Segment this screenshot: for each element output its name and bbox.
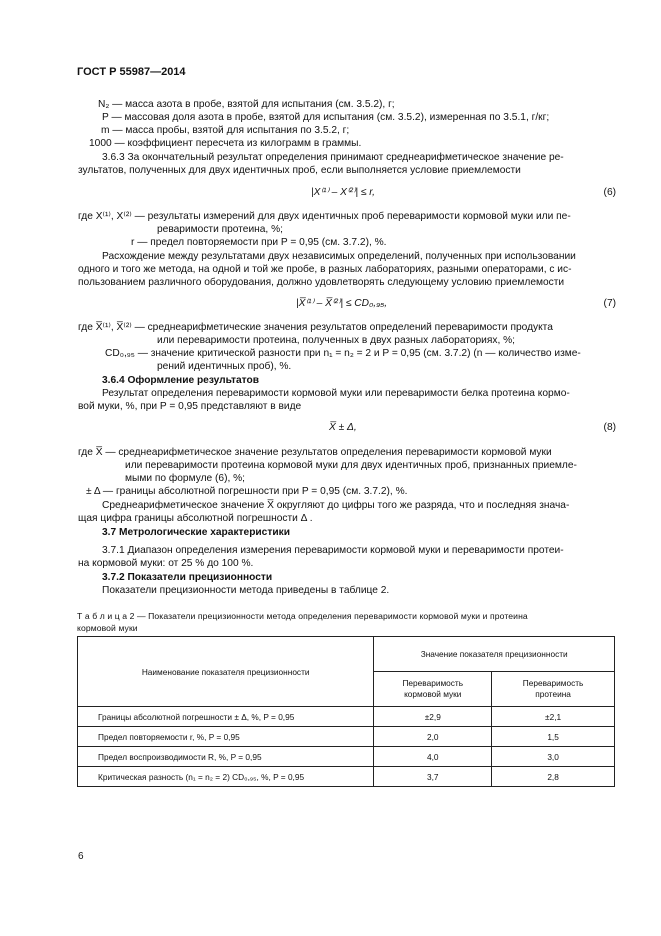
table-cell: 2,0 xyxy=(374,727,492,747)
text-line: пользованием различного оборудования, должно удовлетворять следующему условию приемлемости xyxy=(78,277,565,288)
text-line: P — массовая доля азота в пробе, взятой для испытания (см. 3.5.2), измеренная по 3.5.1, г/кг; xyxy=(102,112,550,123)
text-line: одного и того же метода, на одной и той же пробе, в разных лабораториях, разными операторами, с ис- xyxy=(78,264,572,275)
text-line: Среднеарифметическое значение X̅ округляют до цифры того же разряда, что и последняя знача- xyxy=(102,500,570,511)
text-line: где X⁽¹⁾, X⁽²⁾ — результаты измерений для двух идентичных проб переваримости кормовой муки или пе- xyxy=(78,211,571,222)
table-cell: Критическая разность (n₁ = n₂ = 2) CD₀,₉₅, %, P = 0,95 xyxy=(78,767,374,787)
text-line: m — масса пробы, взятой для испытания по 3.5.2, г; xyxy=(101,125,350,136)
section-heading: 3.7 Метрологические характеристики xyxy=(102,527,290,538)
text-line: 3.6.3 За окончательный результат определения принимают среднеарифметическое значение ре- xyxy=(102,152,564,163)
text-line: Показатели прецизионности метода приведены в таблице 2. xyxy=(102,585,390,596)
text-line: реваримости протеина, %; xyxy=(157,224,283,235)
table-cell: ±2,9 xyxy=(374,707,492,727)
table-caption: кормовой муки xyxy=(77,623,138,633)
text-line: щая цифра границы абсолютной погрешности Δ . xyxy=(78,513,313,524)
text-line: где X̅ — среднеарифметическое значение результатов определения переваримости кормовой муки xyxy=(78,447,552,458)
text-line: 1000 — коэффициент пересчета из килограмм в граммы. xyxy=(89,138,362,149)
page-number: 6 xyxy=(78,851,84,862)
table-header-cell: Переваримость кормовой муки xyxy=(374,672,492,707)
table-cell: 3,0 xyxy=(492,747,615,767)
section-heading: 3.6.4 Оформление результатов xyxy=(102,375,260,386)
text-line: мыми по формуле (6), %; xyxy=(125,473,246,484)
document-header: ГОСТ Р 55987—2014 xyxy=(77,66,186,78)
section-heading: 3.7.2 Показатели прецизионности xyxy=(102,572,273,583)
table-row xyxy=(78,747,615,767)
equation-7: |X̅⁽¹⁾ – X̅⁽²⁾| ≤ CD₀,₉₅, xyxy=(296,298,388,309)
table-cell: 1,5 xyxy=(492,727,615,747)
text-line: r — предел повторяемости при P = 0,95 (см. 3.7.2), %. xyxy=(131,237,387,248)
text-line: где X̅⁽¹⁾, X̅⁽²⁾ — среднеарифметические значения результатов определений переваримости продукта xyxy=(78,322,553,333)
equation-number: (8) xyxy=(603,422,616,433)
table-cell: ±2,1 xyxy=(492,707,615,727)
text-line: ± Δ — границы абсолютной погрешности при P = 0,95 (см. 3.7.2), %. xyxy=(86,486,408,497)
table-cell: 3,7 xyxy=(374,767,492,787)
equation-number: (7) xyxy=(603,298,616,309)
text-line: 3.7.1 Диапазон определения измерения переваримости кормовой муки и переваримости протеи- xyxy=(102,545,564,556)
precision-table xyxy=(77,636,615,787)
table-header-cell: Наименование показателя прецизионности xyxy=(78,637,374,707)
text-line: Результат определения переваримости кормовой муки или переваримости белка протеина кормо- xyxy=(102,388,570,399)
text-line: CD₀,₉₅ — значение критической разности при n₁ = n₂ = 2 и P = 0,95 (см. 3.7.2) (n — количество изме- xyxy=(105,348,581,359)
equation-8: X̅ ± Δ, xyxy=(329,422,357,433)
table-row xyxy=(78,707,615,727)
text-line: рений идентичных проб), %. xyxy=(157,361,292,372)
text-line: Расхождение между результатами двух независимых определений, полученных при использовании xyxy=(102,251,576,262)
table-cell: 2,8 xyxy=(492,767,615,787)
table-row xyxy=(78,727,615,747)
table-cell: Предел воспроизводимости R, %, P = 0,95 xyxy=(78,747,374,767)
text-line: на кормовой муки: от 25 % до 100 %. xyxy=(78,558,254,569)
text-line: или переваримости протеина кормовой муки для двух идентичных проб, признанных приемле- xyxy=(125,460,577,471)
table-header-cell: Переваримость протеина xyxy=(492,672,615,707)
table-cell: 4,0 xyxy=(374,747,492,767)
equation-number: (6) xyxy=(603,187,616,198)
table-caption: Т а б л и ц а 2 — Показатели прецизионности метода определения переваримости кормовой муки и протеина xyxy=(77,611,528,621)
text-line: вой муки, %, при P = 0,95 представляют в виде xyxy=(78,401,302,412)
table-cell: Предел повторяемости r, %, P = 0,95 xyxy=(78,727,374,747)
table-row xyxy=(78,767,615,787)
text-line: N₂ — масса азота в пробе, взятой для испытания (см. 3.5.2), г; xyxy=(98,99,395,110)
text-line: зультатов, полученных для двух идентичных проб, если выполняется условие приемлемости xyxy=(78,165,521,176)
table-cell: Границы абсолютной погрешности ± Δ, %, P = 0,95 xyxy=(78,707,374,727)
text-line: или переваримости протеина, полученных в двух разных лабораториях, %; xyxy=(157,335,515,346)
table-header-cell: Значение показателя прецизионности xyxy=(374,637,615,672)
equation-6: |X⁽¹⁾ – X⁽²⁾| ≤ r, xyxy=(311,187,375,198)
